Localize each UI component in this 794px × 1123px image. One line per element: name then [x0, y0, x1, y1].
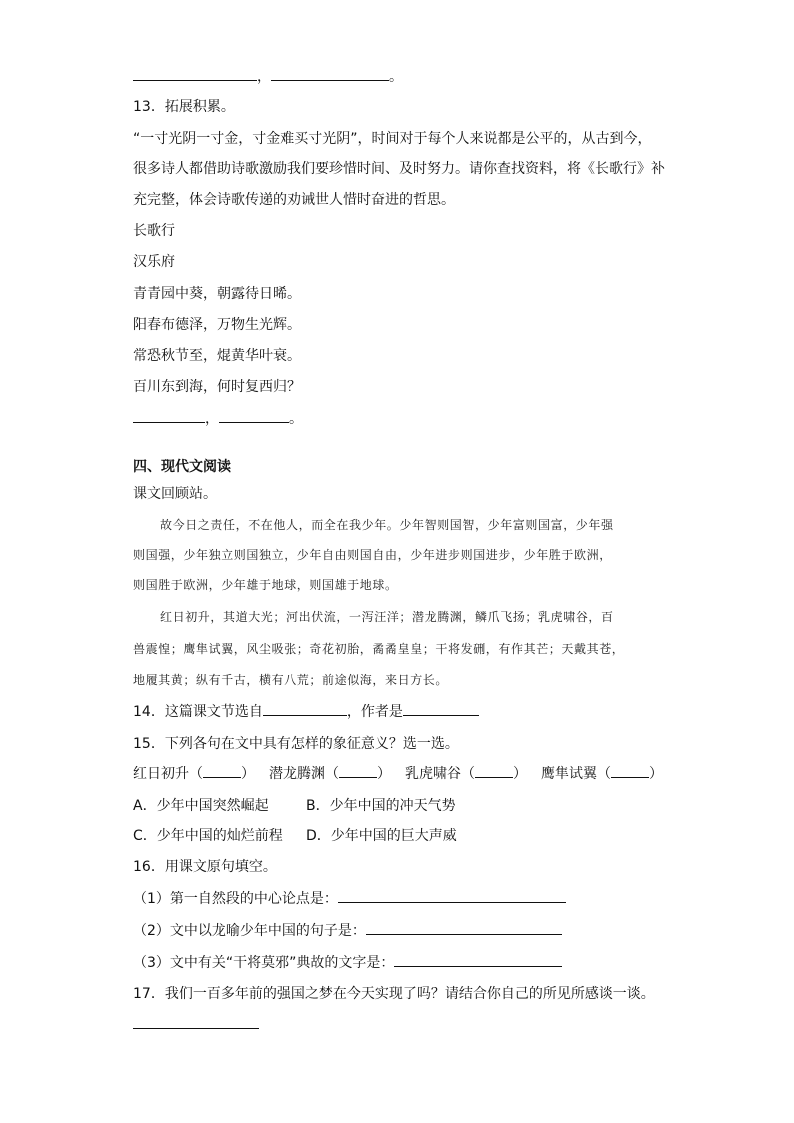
- q17-title: 17．我们一百多年前的强国之梦在今天实现了吗？请结合你自己的所见所感谈一谈。: [133, 986, 655, 1002]
- poem-answer-line: ， 。: [133, 410, 303, 428]
- q14: 14．这篇课文节选自 ，作者是: [133, 703, 479, 721]
- choice-blank[interactable]: [339, 765, 377, 778]
- source-blank[interactable]: [263, 703, 347, 716]
- poem-author: 汉乐府: [133, 254, 175, 270]
- option-c: C．少年中国的灿烂前程: [133, 828, 283, 844]
- q16-title: 16．用课文原句填空。: [133, 859, 277, 875]
- q13-intro-line: 充完整，体会诗歌传递的劝诫世人惜时奋进的哲思。: [133, 192, 455, 208]
- section-heading: 四、现代文阅读: [133, 459, 231, 475]
- choice-blank[interactable]: [611, 765, 649, 778]
- option-d: D．少年中国的巨大声威: [306, 828, 457, 844]
- previous-answer-line: ， 。: [133, 68, 403, 86]
- q17-answer: [133, 1016, 259, 1034]
- passage-line: 地履其黄；纵有千古，横有八荒；前途似海，来日方长。: [133, 673, 449, 687]
- answer-blank[interactable]: [394, 954, 562, 967]
- passage-line: 则国强，少年独立则国独立，少年自由则国自由，少年进步则国进步，少年胜于欧洲，: [133, 548, 612, 562]
- author-blank[interactable]: [403, 703, 479, 716]
- answer-blank[interactable]: [366, 922, 562, 935]
- answer-blank[interactable]: [133, 1016, 259, 1029]
- choice-blank[interactable]: [475, 765, 513, 778]
- answer-blank[interactable]: [133, 68, 257, 81]
- option-b: B．少年中国的冲天气势: [306, 798, 456, 814]
- poem-line: 青青园中葵，朝露待日晞。: [133, 286, 301, 302]
- q16-item-2: （2）文中以龙喻少年中国的句子是：: [133, 922, 562, 940]
- passage-line: 故今日之责任，不在他人，而全在我少年。少年智则国智，少年富则国富，少年强: [160, 518, 614, 532]
- answer-blank[interactable]: [338, 890, 566, 903]
- q13-intro-line: 很多诗人都借助诗歌激励我们要珍惜时间、及时努力。请你查找资料，将《长歌行》补: [133, 161, 665, 177]
- answer-blank[interactable]: [219, 410, 289, 423]
- poem-line: 阳春布德泽，万物生光辉。: [133, 317, 301, 333]
- choice-blank[interactable]: [203, 765, 241, 778]
- answer-blank[interactable]: [133, 410, 205, 423]
- q15-items: 红日初升（ ） 潜龙腾渊（ ） 乳虎啸谷（ ） 鹰隼试翼（ ）: [133, 766, 663, 782]
- answer-blank[interactable]: [271, 68, 389, 81]
- q16-item-3: （3）文中有关“干将莫邪”典故的文字是：: [133, 954, 562, 972]
- q15-title: 15．下列各句在文中具有怎样的象征意义？选一选。: [133, 736, 459, 752]
- poem-line: 常恐秋节至，焜黄华叶衰。: [133, 348, 301, 364]
- passage-line: 红日初升，其道大光；河出伏流，一泻汪洋；潜龙腾渊，鳞爪飞扬；乳虎啸谷，百: [160, 610, 614, 624]
- q16-item-1: （1）第一自然段的中心论点是：: [133, 890, 566, 908]
- poem-title: 长歌行: [133, 223, 175, 239]
- section-subheading: 课文回顾站。: [133, 486, 217, 502]
- option-a: A．少年中国突然崛起: [133, 798, 269, 814]
- passage-line: 则国胜于欧洲，少年雄于地球，则国雄于地球。: [133, 578, 398, 592]
- poem-line: 百川东到海，何时复西归？: [133, 379, 301, 395]
- q13-intro-line: “一寸光阴一寸金，寸金难买寸光阴”，时间对于每个人来说都是公平的，从古到今，: [133, 131, 652, 147]
- q13-title: 13．拓展积累。: [133, 99, 235, 115]
- passage-line: 兽震惶；鹰隼试翼，风尘吸张；奇花初胎，矞矞皇皇；干将发硎，有作其芒；天戴其苍，: [133, 642, 625, 656]
